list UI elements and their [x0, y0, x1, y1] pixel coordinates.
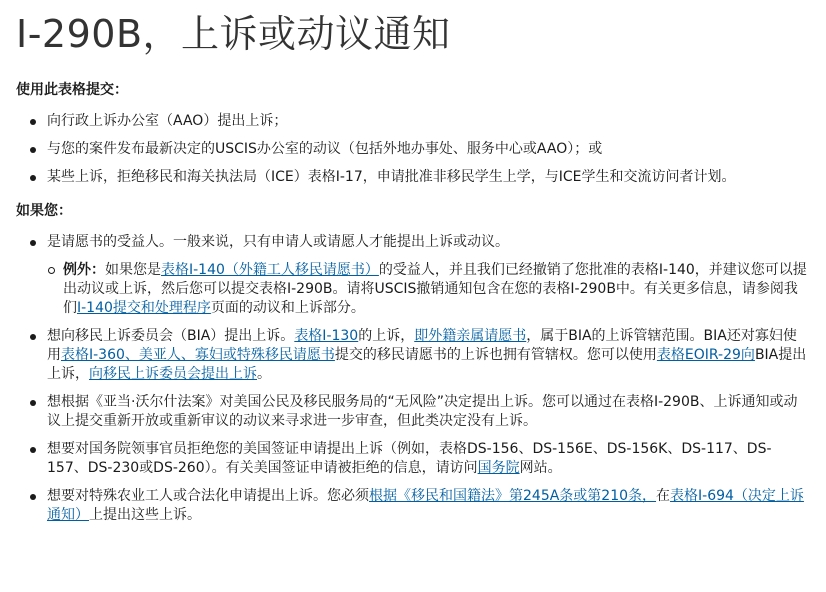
list-item: [16, 487, 810, 525]
item-text: 如果您是: [105, 262, 161, 278]
item-text: 想要对特殊农业工人或合法化申请提出上诉。您必须: [47, 488, 369, 504]
item-text: 网站。: [519, 460, 562, 476]
if-you-list: [16, 233, 810, 525]
i140-procedures-link[interactable]: I-140提交和处理程序: [77, 300, 211, 316]
exception-item: [47, 261, 810, 318]
item-text: 在: [656, 488, 671, 504]
item-text: 的上诉，: [358, 328, 415, 344]
item-text: 想向移民上诉委员会（BIA）提出上诉。: [47, 328, 295, 344]
list-item: 想根据《亚当·沃尔什法案》对美国公民及移民服务局的“无风险”决定提出上诉。您可以通过在表格I-290B、上诉通知或动议上提交重新开放或重新审议的动议来寻求进一步审查，但此类决定没有上诉。: [16, 393, 810, 431]
item-text: 的受益人，并且我们已经撤销了您批准的表格I-140，并建议您可以提出动议或上诉，然后您可以提交表格I-290B。请将USCIS撤销通知包含在您的表格I-290B中。有关更多信息，请参阅我们: [63, 262, 807, 316]
form-i694-link[interactable]: 表格I-694（决定上诉通知）: [47, 488, 804, 523]
list-item: [16, 440, 810, 478]
ina-section-link[interactable]: 根据《移民和国籍法》第245A条或第210条，: [369, 488, 657, 504]
list-item: 某些上诉，拒绝移民和海关执法局（ICE）表格I-17，申请批准非移民学生上学，与ICE学生和交流访问者计划。: [16, 168, 810, 187]
item-text: 是请愿书的受益人。一般来说，只有申请人或请愿人才能提出上诉或动议。: [47, 234, 509, 250]
form-i140-link[interactable]: 表格I-140（外籍工人移民请愿书）: [161, 262, 379, 278]
page-title: I-290B，上诉或动议通知: [16, 12, 451, 56]
item-text: 页面的动议和上诉部分。: [210, 300, 365, 316]
state-department-link[interactable]: 国务院: [477, 460, 520, 476]
item-text: 想要对国务院领事官员拒绝您的美国签证申请提出上诉（例如，表格DS-156、DS-156E、DS-156K、DS-117、DS-157、DS-230或DS-260）。有关美国签证申请被拒绝的信息，请访问: [47, 441, 772, 476]
list-item: [16, 327, 810, 384]
form-i360-link[interactable]: 表格I-360、美亚人、寡妇或特殊移民请愿书: [61, 347, 335, 363]
list-item: [16, 233, 810, 318]
item-text: 上提出这些上诉。: [89, 507, 201, 523]
use-form-label: 使用此表格提交：: [16, 82, 128, 98]
alien-relative-petition-link[interactable]: 即外籍亲属请愿书: [414, 328, 527, 344]
bia-appeal-link[interactable]: 向移民上诉委员会提出上诉: [89, 366, 257, 382]
item-text: 。: [257, 366, 271, 382]
item-text: ，属于BIA的上诉管辖范围。BIA还对寡妇使用: [47, 328, 797, 363]
use-form-list: [16, 112, 810, 187]
item-text: 提交的移民请愿书的上诉也拥有管辖权。您可以使用: [334, 347, 657, 363]
form-i130-link[interactable]: 表格I-130: [294, 328, 359, 344]
form-eoir29-link[interactable]: 表格EOIR-29向: [656, 347, 755, 363]
list-item: 与您的案件发布最新决定的USCIS办公室的动议（包括外地办事处、服务中心或AAO）；或: [16, 140, 810, 159]
sub-list: [47, 261, 810, 318]
item-text: BIA提出上诉，: [47, 347, 807, 382]
exception-label: 例外：: [63, 262, 105, 278]
if-you-label: 如果您：: [16, 203, 72, 219]
list-item: 向行政上诉办公室（AAO）提出上诉；: [16, 112, 810, 131]
